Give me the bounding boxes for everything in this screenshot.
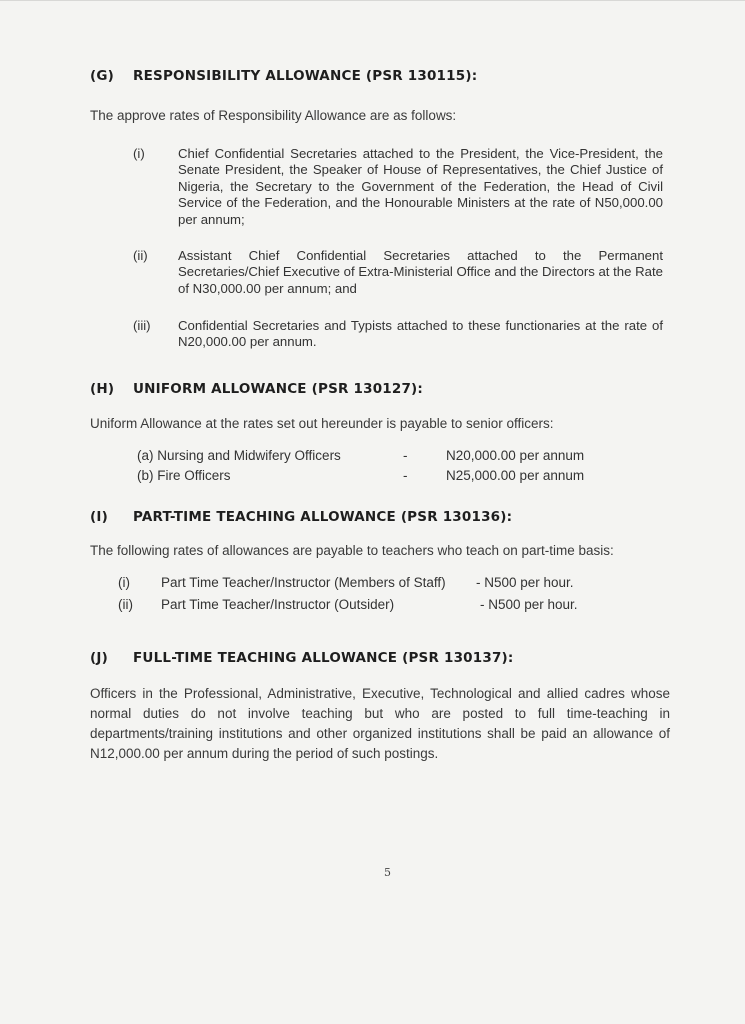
teaching-row-numeral: (i) [118,575,130,590]
uniform-row-dash: - [403,468,408,483]
item-text: Chief Confidential Secretaries attached to the President, the Vice-President, the Senate President, the Speaker of House of Representatives, the Chief Justice of Nigeria, the Secretary to the Government of the Federation, the Head of Civil Service of the Federation, and the Honourable Ministers at the rate of N50,000.00 per annum; [178,146,663,227]
section-i-intro: The following rates of allowances are payable to teachers who teach on part-time basis: [90,543,614,558]
uniform-row-label: (a) Nursing and Midwifery Officers [137,448,341,463]
teaching-row-outsider [118,596,598,613]
uniform-row-rate: N25,000.00 per annum [446,468,585,483]
section-g-intro: The approve rates of Responsibility Allowance are as follows: [90,108,457,123]
section-j-title: FULL-TIME TEACHING ALLOWANCE (PSR 130137): [133,650,514,666]
scan-edge [0,0,745,1]
section-h-letter: (H) [90,381,115,397]
teaching-row-numeral: (ii) [118,597,133,612]
section-i-letter: (I) [90,509,108,525]
item-numeral: (i) [133,146,145,161]
section-j-letter: (J) [90,650,108,666]
teaching-row-rate: - N500 per hour. [476,575,574,590]
teaching-row-rate: - N500 per hour. [480,597,578,612]
section-g-title: RESPONSIBILITY ALLOWANCE (PSR 130115): [133,68,478,84]
item-text: Assistant Chief Confidential Secretaries attached to the Permanent Secretaries/Chief Executive of Extra-Ministerial Office and the Directors at the Rate of N30,000.00 per annum; and [178,248,663,296]
section-g-letter: (G) [90,68,115,84]
uniform-row-label: (b) Fire Officers [137,468,231,483]
uniform-row-fire [137,467,607,484]
uniform-row-rate: N20,000.00 per annum [446,448,585,463]
page-number: 5 [384,866,391,879]
uniform-row-nursing [137,447,607,464]
teaching-row-label: Part Time Teacher/Instructor (Members of Staff) [161,575,446,590]
section-h-intro: Uniform Allowance at the rates set out hereunder is payable to senior officers: [90,416,554,431]
uniform-row-dash: - [403,448,408,463]
teaching-row-label: Part Time Teacher/Instructor (Outsider) [161,597,395,612]
item-numeral: (ii) [133,248,148,263]
teaching-row-staff [118,574,598,591]
item-text: Confidential Secretaries and Typists attached to these functionaries at the rate of N20,000.00 per annum. [178,318,663,350]
section-j-body: Officers in the Professional, Administrative, Executive, Technological and allied cadres whose normal duties do not involve teaching but who are posted to full time-teaching in departments/training institutions and other organized institutions shall be paid an allowance of N12,000.00 per annum during the period of such postings. [90,686,670,761]
section-h-title: UNIFORM ALLOWANCE (PSR 130127): [133,381,424,397]
section-i-title: PART-TIME TEACHING ALLOWANCE (PSR 130136): [133,509,513,525]
section-i-heading [90,509,512,525]
section-h-heading [90,381,423,397]
item-numeral: (iii) [133,318,151,333]
section-g-heading [90,68,477,84]
section-j-heading [90,650,514,666]
